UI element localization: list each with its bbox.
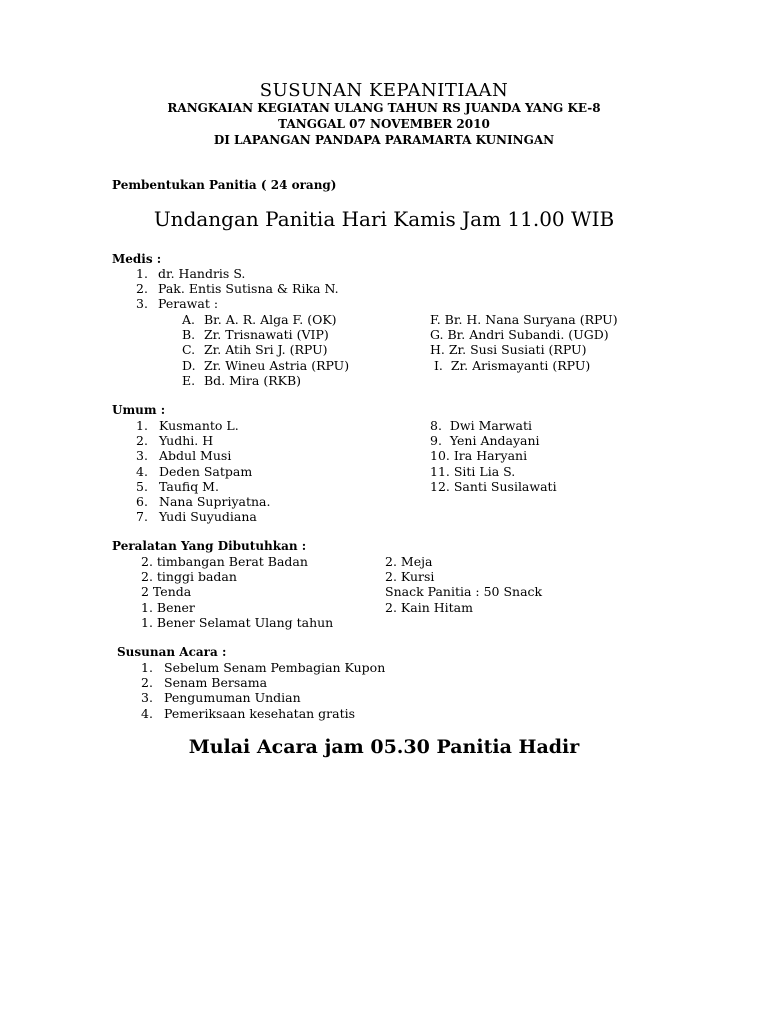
perawat-list-right <box>430 312 618 373</box>
list-item <box>136 448 270 463</box>
list-item <box>136 418 270 433</box>
acara-list <box>141 660 385 721</box>
list-item: I. Zr. Arismayanti (RPU) <box>430 357 591 373</box>
perawat-list-left <box>182 312 349 388</box>
item-letter: B. <box>182 327 196 343</box>
list-item <box>182 358 349 373</box>
item-number: 2. <box>136 281 148 297</box>
list-item <box>136 266 339 281</box>
list-item <box>182 342 349 357</box>
umum-list-left <box>136 418 270 524</box>
list-item: 2. Kain Hitam <box>385 599 473 615</box>
item-text: Bd. Mira (RKB) <box>204 372 302 388</box>
item-text: Senam Bersama <box>164 675 268 691</box>
list-item: F. Br. H. Nana Suryana (RPU) <box>430 312 618 327</box>
document-title: SUSUNAN KEPANITIAAN <box>259 80 509 101</box>
item-number: 5. <box>136 478 148 494</box>
item-letter: D. <box>182 357 196 373</box>
medis-list <box>136 266 339 312</box>
item-text: Br. A. R. Alga F. (OK) <box>204 312 337 327</box>
item-number: 3. <box>141 690 153 706</box>
acara-label: Susunan Acara : <box>117 645 227 659</box>
item-number: 3. <box>136 448 148 464</box>
list-item: 9. Yeni Andayani <box>430 433 540 449</box>
peralatan-list-right <box>385 554 542 615</box>
item-number: 7. <box>136 509 148 525</box>
peralatan-list-left <box>141 554 333 630</box>
undangan-heading: Undangan Panitia Hari Kamis Jam 11.00 WIB <box>153 207 615 231</box>
pembentukan-panitia: Pembentukan Panitia ( 24 orang) <box>112 178 337 192</box>
list-item: 10. Ira Haryani <box>430 448 528 464</box>
item-text: Pak. Entis Sutisna & Rika N. <box>158 281 339 297</box>
list-item: H. Zr. Susi Susiati (RPU) <box>430 342 587 358</box>
peralatan-label: Peralatan Yang Dibutuhkan : <box>112 539 307 553</box>
medis-label: Medis : <box>112 252 162 266</box>
list-item <box>141 690 385 705</box>
item-letter: C. <box>182 342 196 358</box>
list-item: 12. Santi Susilawati <box>430 478 557 494</box>
item-text: Abdul Musi <box>159 448 232 464</box>
list-item: 8. Dwi Marwati <box>430 418 532 433</box>
list-item <box>136 433 270 448</box>
list-item: G. Br. Andri Subandi. (UGD) <box>430 327 609 343</box>
item-number: 1. <box>136 418 148 433</box>
list-item: 2. tinggi badan <box>141 569 237 585</box>
list-item <box>136 296 339 311</box>
item-letter: A. <box>182 312 196 327</box>
subtitle-event: RANGKAIAN KEGIATAN ULANG TAHUN RS JUANDA YANG KE-8 <box>167 101 601 115</box>
item-text: Yudi Suyudiana <box>159 509 257 525</box>
item-text: dr. Handris S. <box>158 266 246 281</box>
list-item: 2. Meja <box>385 554 433 569</box>
item-number: 2. <box>141 675 153 691</box>
list-item <box>136 509 270 524</box>
item-number: 2. <box>136 433 148 449</box>
item-number: 1. <box>136 266 148 281</box>
item-number: 4. <box>141 705 153 721</box>
list-item <box>136 494 270 509</box>
list-item <box>136 281 339 296</box>
item-text: Sebelum Senam Pembagian Kupon <box>164 660 386 675</box>
subtitle-location: DI LAPANGAN PANDAPA PARAMARTA KUNINGAN <box>213 133 555 147</box>
list-item: 1. Bener <box>141 599 195 615</box>
list-item: 2. Kursi <box>385 569 435 585</box>
list-item <box>182 327 349 342</box>
item-text: Zr. Trisnawati (VIP) <box>204 327 329 343</box>
item-number: 6. <box>136 493 148 509</box>
item-text: Perawat : <box>158 296 219 312</box>
item-text: Zr. Wineu Astria (RPU) <box>204 357 350 373</box>
item-text: Taufiq M. <box>159 478 219 494</box>
item-number: 4. <box>136 463 148 479</box>
list-item <box>141 675 385 690</box>
list-item <box>136 479 270 494</box>
item-text: Pengumuman Undian <box>164 690 301 706</box>
item-number: 3. <box>136 296 148 312</box>
subtitle-date: TANGGAL 07 NOVEMBER 2010 <box>278 117 490 131</box>
list-item <box>182 373 349 388</box>
list-item: 2. timbangan Berat Badan <box>141 554 308 569</box>
item-text: Pemeriksaan kesehatan gratis <box>164 705 356 721</box>
item-letter: E. <box>182 372 196 388</box>
list-item <box>141 706 385 721</box>
list-item <box>136 464 270 479</box>
list-item: Snack Panitia : 50 Snack <box>385 584 543 600</box>
closing-heading: Mulai Acara jam 05.30 Panitia Hadir <box>188 736 580 758</box>
list-item: 2 Tenda <box>141 584 192 600</box>
list-item: 11. Siti Lia S. <box>430 463 516 479</box>
item-text: Nana Supriyatna. <box>159 493 271 509</box>
item-text: Yudhi. H <box>159 433 214 449</box>
umum-label: Umum : <box>112 403 166 417</box>
item-number: 1. <box>141 660 153 675</box>
item-text: Kusmanto L. <box>159 418 239 433</box>
item-text: Zr. Atih Sri J. (RPU) <box>204 342 328 358</box>
item-text: Deden Satpam <box>159 463 253 479</box>
list-item <box>141 660 385 675</box>
umum-list-right <box>430 418 557 494</box>
list-item <box>182 312 349 327</box>
list-item: 1. Bener Selamat Ulang tahun <box>141 614 334 630</box>
